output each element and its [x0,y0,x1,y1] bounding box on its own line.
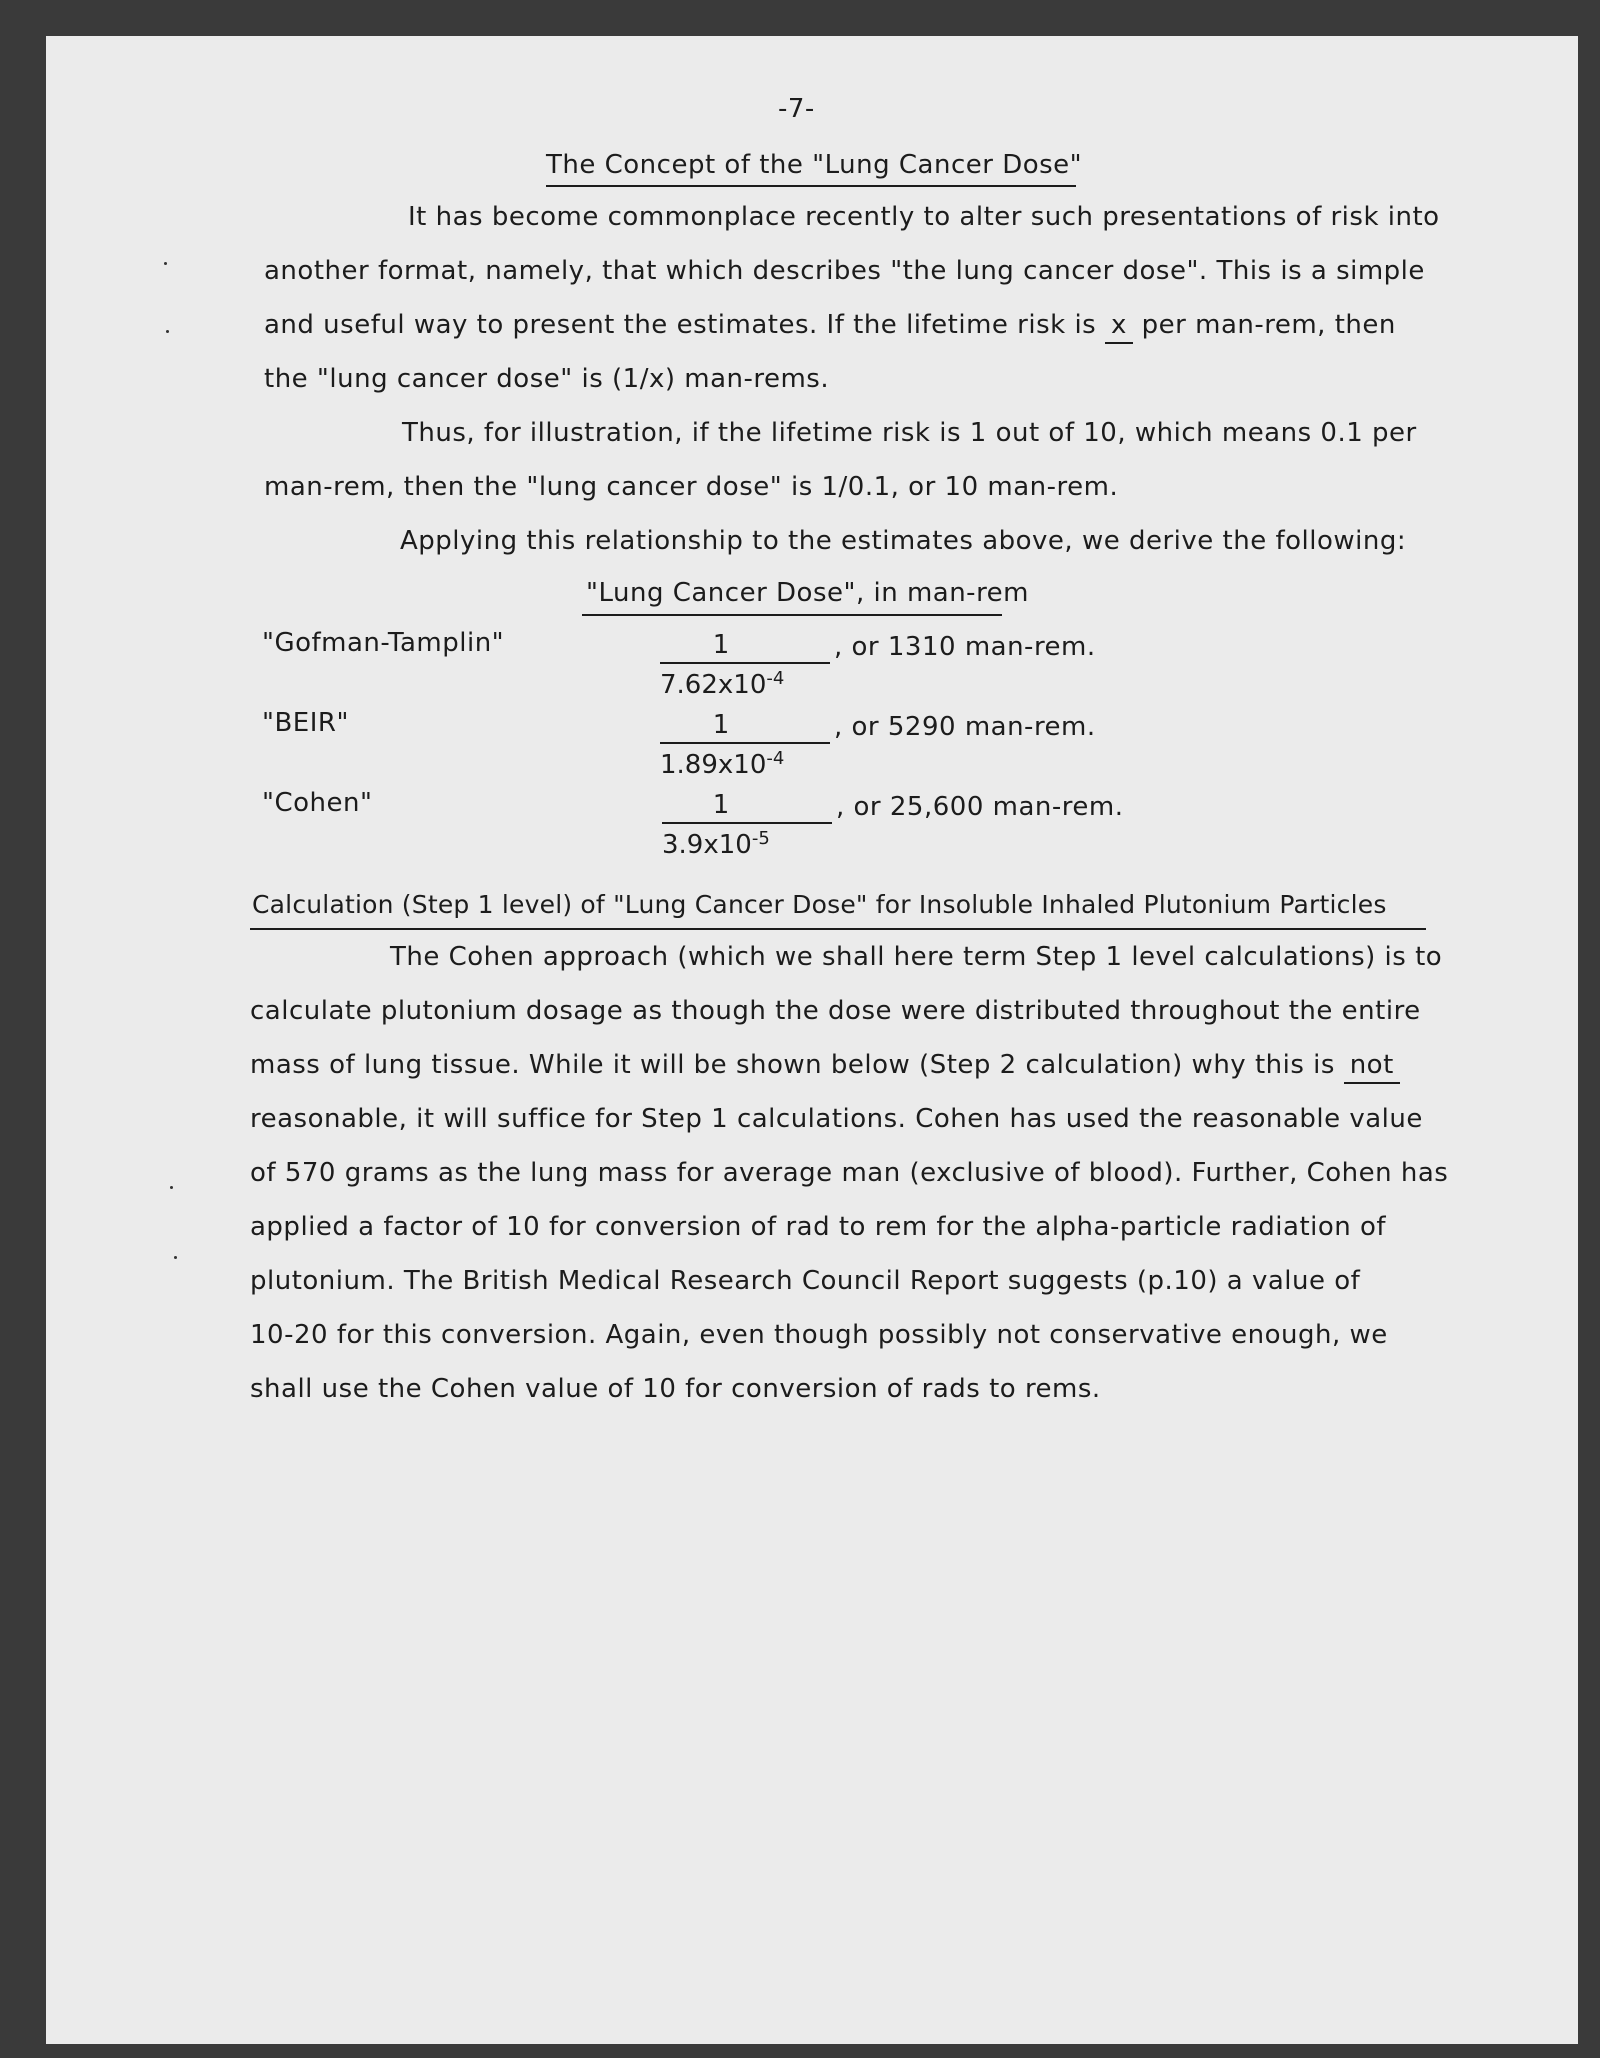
denominator-exponent: -4 [766,668,785,689]
section-title-lung-cancer-dose: The Concept of the "Lung Cancer Dose" [546,150,1083,180]
table-row-label: "Gofman-Tamplin" [262,628,505,658]
table-row-result: , or 1310 man-rem. [834,632,1096,662]
page-number: -7- [778,94,815,124]
section-title-underline [250,928,1426,930]
paragraph-line: It has become commonplace recently to alter such presentations of risk into [408,202,1440,232]
paragraph-line: calculate plutonium dosage as though the dose were distributed throughout the entire [250,996,1421,1026]
paragraph-line: another format, namely, that which describes "the lung cancer dose". This is a simple [264,256,1425,286]
fraction-numerator: 1 [712,710,730,740]
denominator-base: 3.9x10 [662,830,752,860]
paragraph-line: The Cohen approach (which we shall here term Step 1 level calculations) is to [390,942,1443,972]
denominator-base: 1.89x10 [660,750,767,780]
fraction-bar [660,662,830,664]
table-row-label: "Cohen" [262,788,373,818]
margin-speck [166,330,169,333]
fraction-bar [660,742,830,744]
paragraph-line: plutonium. The British Medical Research Council Report suggests (p.10) a value of [250,1266,1361,1296]
paragraph-line: applied a factor of 10 for conversion of rad to rem for the alpha-particle radiation of [250,1212,1387,1242]
margin-speck [170,1186,173,1189]
paragraph-text: mass of lung tissue. While it will be shown below (Step 2 calculation) why this is [250,1050,1335,1080]
paragraph-line: Applying this relationship to the estimates above, we derive the following: [400,526,1407,556]
denominator-exponent: -4 [766,748,785,769]
paragraph-text: per man-rem, then [1141,310,1396,340]
fraction-denominator [660,670,784,698]
fraction-numerator: 1 [712,790,730,820]
paragraph-line [250,1052,1400,1078]
table-header-underline [582,614,1002,616]
table-row-result: , or 25,600 man-rem. [836,792,1124,822]
margin-speck [164,262,167,265]
emphasis-not: not [1344,1050,1400,1084]
paragraph-line [264,312,1396,338]
margin-speck [174,1256,177,1259]
paragraph-line: 10-20 for this conversion. Again, even though possibly not conservative enough, we [250,1320,1388,1350]
section-title-step1-calculation: Calculation (Step 1 level) of "Lung Cancer Dose" for Insoluble Inhaled Plutonium Particles [252,890,1387,919]
paragraph-line: shall use the Cohen value of 10 for conversion of rads to rems. [250,1374,1101,1404]
denominator-exponent: -5 [751,828,770,849]
denominator-base: 7.62x10 [660,670,767,700]
table-row-label: "BEIR" [262,708,349,738]
paragraph-line: man-rem, then the "lung cancer dose" is 1/0.1, or 10 man-rem. [264,472,1119,502]
paragraph-line: reasonable, it will suffice for Step 1 calculations. Cohen has used the reasonable value [250,1104,1423,1134]
paragraph-line: the "lung cancer dose" is (1/x) man-rems. [264,364,830,394]
paragraph-line: of 570 grams as the lung mass for average man (exclusive of blood). Further, Cohen has [250,1158,1449,1188]
table-row-result: , or 5290 man-rem. [834,712,1096,742]
fraction-denominator [660,750,784,778]
paragraph-text: and useful way to present the estimates. If the lifetime risk is [264,310,1097,340]
document-page [46,36,1578,2044]
paragraph-line: Thus, for illustration, if the lifetime risk is 1 out of 10, which means 0.1 per [402,418,1417,448]
variable-x: x [1105,310,1133,344]
fraction-denominator [662,830,770,858]
fraction-numerator: 1 [712,630,730,660]
section-title-underline [546,185,1076,187]
table-header: "Lung Cancer Dose", in man-rem [586,578,1030,608]
fraction-bar [662,822,832,824]
